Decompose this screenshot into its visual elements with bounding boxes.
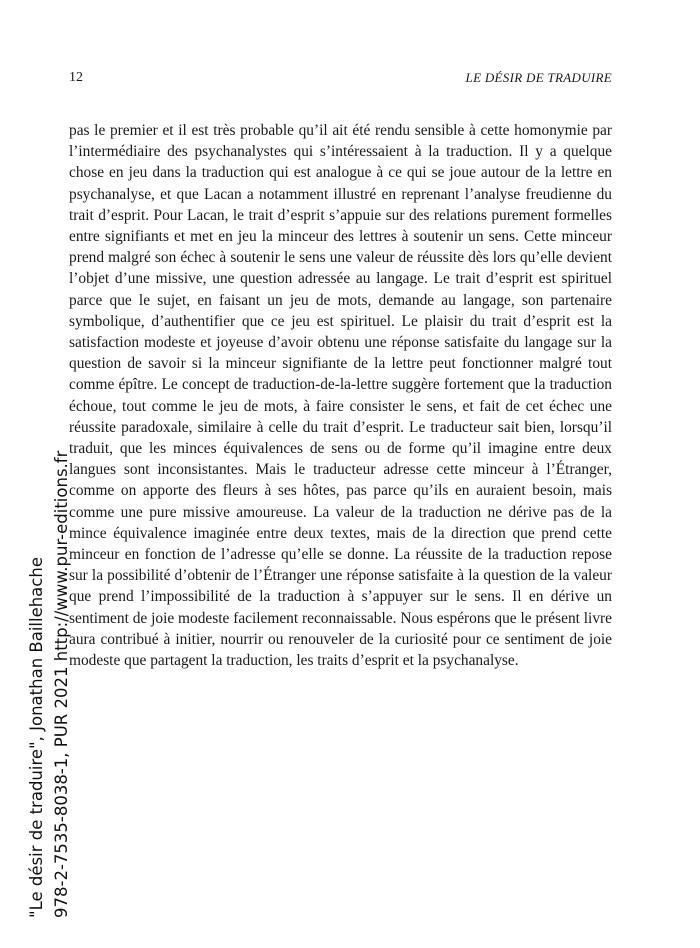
running-title: LE DÉSIR DE TRADUIRE [465, 70, 612, 85]
watermark-line-isbn-url: 978-2-7535-8038-1, PUR 2021 http://www.pur-editions.fr [52, 450, 71, 918]
body-paragraph: pas le premier et il est très probable qu’il ait été rendu sensible à cette homonymie par l’intermédiaire des psychanalystes qui s’intéressaient à la traduction. Il y a quelque chose en jeu dans la traduction qui est analogue à ce qui se joue autour de la lettre en psychanalyse, et que Lacan a notamment illustré en reprenant l’analyse freudienne du trait d’esprit. Pour Lacan, le trait d’esprit s’appuie sur des relations purement formelles entre signifiants et met en jeu la minceur des lettres à soutenir un sens. Cette minceur prend malgré son échec à soutenir le sens une valeur de réussite dès lors qu’elle devient l’objet d’une missive, une question adressée au langage. Le trait d’esprit est spirituel parce que le sujet, en faisant un jeu de mots, demande au langage, son partenaire symbolique, d’authentifier que ce jeu est spirituel. Le plaisir du trait d’esprit est la satisfaction modeste et joyeuse d’avoir obtenu une réponse satisfaite du langage sur la question de savoir si la minceur signifiante de la lettre peut fonctionner malgré tout comme épître. Le concept de traduction-de-la-lettre suggère fortement que la traduction échoue, tout comme le jeu de mots, à faire consister le sens, et fait de cet échec une réussite paradoxale, similaire à celle du trait d’esprit. Le traducteur sait bien, lorsqu’il traduit, que les minces équivalences de sens ou de forme qu’il imagine entre deux langues sont inconsistantes. Mais le traducteur adresse cette minceur à l’Étranger, comme on apporte des fleurs à ses hôtes, pas parce qu’ils en auraient besoin, mais comme une pure missive amoureuse. La valeur de la traduction ne dérive pas de la mince équivalence imaginée entre deux textes, mais de la direction que prend cette minceur en fonction de l’adresse qu’elle se donne. La réussite de la traduction repose sur la possibilité d’obtenir de l’Étranger une réponse satisfaite à la question de la valeur que prend l’impossibilité de la traduction à s’appuyer sur le sens. Il en dérive un sentiment de joie modeste facilement reconnaissable. Nous espérons que le présent livre aura contribué à initier, nourrir ou renouveler de la curiosité pour ce sentiment de joie modeste que partagent la traduction, les traits d’esprit et la psychanalyse. [69, 122, 612, 670]
page-number: 12 [69, 70, 83, 85]
watermark-line-title-author: "Le désir de traduire", Jonathan Baillehache [27, 557, 46, 918]
page-header [69, 70, 612, 90]
copyright-watermark [24, 451, 74, 918]
